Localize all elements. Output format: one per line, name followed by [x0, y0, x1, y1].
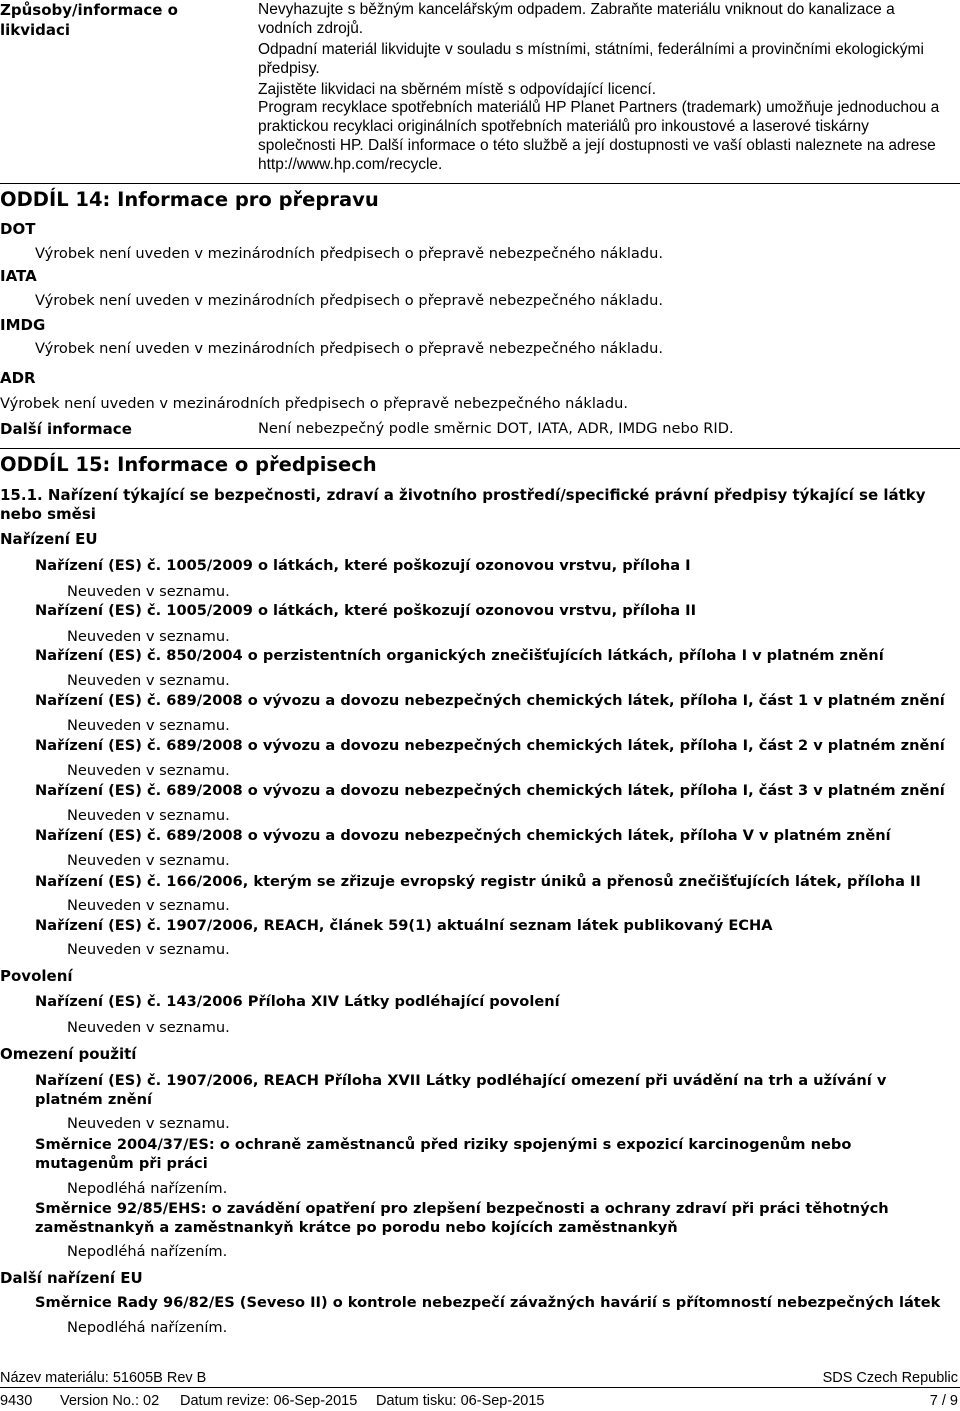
restrictions-label: Omezení použití	[0, 1045, 137, 1063]
section-14-title: ODDÍL 14: Informace pro přepravu	[0, 188, 379, 211]
regulation-status: Neuveden v seznamu.	[67, 941, 230, 958]
footer-version: Version No.: 02	[60, 1393, 160, 1409]
regulation-status: Nepodléhá nařízením.	[67, 1319, 228, 1336]
subsection-15-1: 15.1. Nařízení týkající se bezpečnosti, zdraví a životního prostředí/specifické právní předpisy týkající se látky nebo směsi	[0, 486, 926, 523]
footer-divider	[0, 1387, 960, 1388]
regulation-status: Neuveden v seznamu.	[67, 807, 230, 824]
other-info-label: Další informace	[0, 420, 132, 438]
transport-text-dot: Výrobek není uveden v mezinárodních předpisech o přepravě nebezpečného nákladu.	[35, 245, 663, 262]
regulation-title: Nařízení (ES) č. 850/2004 o perzistentních organických znečišťujících látkách, příloha I v platném znění	[35, 647, 884, 664]
other-eu-regulations-label: Další nařízení EU	[0, 1269, 143, 1287]
regulation-status: Neuveden v seznamu.	[67, 583, 230, 600]
transport-code-adr: ADR	[0, 369, 36, 387]
regulation-status: Neuveden v seznamu.	[67, 1019, 230, 1036]
regulation-title: Nařízení (ES) č. 1005/2009 o látkách, které poškozují ozonovou vrstvu, příloha I	[35, 557, 691, 574]
disposal-line: Zajistěte likvidaci na sběrném místě s odpovídající licencí.	[258, 81, 657, 98]
regulation-title: Nařízení (ES) č. 1005/2009 o látkách, které poškozují ozonovou vrstvu, příloha II	[35, 602, 697, 619]
regulation-status: Neuveden v seznamu.	[67, 717, 230, 734]
regulation-status: Neuveden v seznamu.	[67, 897, 230, 914]
disposal-line: Nevyhazujte s běžným kancelářským odpadem. Zabraňte materiálu vniknout do kanalizace a	[258, 1, 895, 18]
disposal-line: Program recyklace spotřebních materiálů HP Planet Partners (trademark) umožňuje jednoduchou a	[258, 99, 940, 116]
transport-code-dot: DOT	[0, 220, 36, 238]
section-15-title: ODDÍL 15: Informace o předpisech	[0, 453, 377, 476]
regulation-title: Směrnice Rady 96/82/ES (Seveso II) o kontrole nebezpečí závažných havárií s přítomností nebezpečných látek	[35, 1294, 941, 1311]
disposal-line: Odpadní materiál likvidujte v souladu s místními, státními, federálními a provinčními ekologickými	[258, 41, 924, 58]
regulation-title: Směrnice 2004/37/ES: o ochraně zaměstnanců před riziky spojenými s expozicí karcinogenům nebo mutagenům při práci	[35, 1136, 852, 1172]
disposal-line: vodních zdrojů.	[258, 20, 364, 37]
regulation-title: Nařízení (ES) č. 689/2008 o vývozu a dovozu nebezpečných chemických látek, příloha I, část 3 v platném znění	[35, 782, 945, 799]
disposal-label: Způsoby/informace o likvidaci	[0, 1, 178, 39]
regulation-title: Nařízení (ES) č. 689/2008 o vývozu a dovozu nebezpečných chemických látek, příloha I, část 2 v platném znění	[35, 737, 945, 754]
transport-text-iata: Výrobek není uveden v mezinárodních předpisech o přepravě nebezpečného nákladu.	[35, 292, 663, 309]
footer-country: SDS Czech Republic	[822, 1370, 958, 1386]
footer-doc-number: 9430	[0, 1393, 33, 1409]
regulation-title: Nařízení (ES) č. 689/2008 o vývozu a dovozu nebezpečných chemických látek, příloha V v platném znění	[35, 827, 891, 844]
footer-revision-date: Datum revize: 06-Sep-2015	[180, 1393, 358, 1409]
regulation-title: Nařízení (ES) č. 689/2008 o vývozu a dovozu nebezpečných chemických látek, příloha I, část 1 v platném znění	[35, 692, 945, 709]
transport-code-iata: IATA	[0, 267, 37, 285]
disposal-line: společnosti HP. Další informace o této službě a její dostupnosti ve vaší oblasti naleznete na adrese	[258, 137, 936, 154]
section-divider	[0, 183, 960, 184]
eu-regulations-label: Nařízení EU	[0, 530, 98, 548]
disposal-line: http://www.hp.com/recycle.	[258, 156, 443, 173]
regulation-status: Neuveden v seznamu.	[67, 672, 230, 689]
regulation-title: Nařízení (ES) č. 166/2006, kterým se zřizuje evropský registr úniků a přenosů znečišťujících látek, příloha II	[35, 873, 921, 890]
regulation-status: Neuveden v seznamu.	[67, 628, 230, 645]
regulation-title: Směrnice 92/85/EHS: o zavádění opatření pro zlepšení bezpečnosti a ochrany zdraví při práci těhotných zaměstnankyň a zaměstnankyň krátce po porodu nebo kojících zaměstnankyň	[35, 1200, 889, 1236]
section-divider	[0, 448, 960, 449]
transport-text-imdg: Výrobek není uveden v mezinárodních předpisech o přepravě nebezpečného nákladu.	[35, 340, 663, 357]
regulation-title: Nařízení (ES) č. 143/2006 Příloha XIV Látky podléhající povolení	[35, 993, 560, 1010]
authorisation-label: Povolení	[0, 967, 73, 985]
regulation-title: Nařízení (ES) č. 1907/2006, REACH Příloha XVII Látky podléhající omezení při uvádění na trh a užívání v platném znění	[35, 1072, 887, 1108]
footer-material-name: Název materiálu: 51605B Rev B	[0, 1370, 207, 1386]
footer-page-number: 7 / 9	[929, 1393, 958, 1409]
footer-print-date: Datum tisku: 06-Sep-2015	[376, 1393, 545, 1409]
disposal-line: předpisy.	[258, 60, 320, 77]
regulation-status: Neuveden v seznamu.	[67, 762, 230, 779]
regulation-status: Nepodléhá nařízením.	[67, 1243, 228, 1260]
regulation-status: Neuveden v seznamu.	[67, 1115, 230, 1132]
regulation-status: Nepodléhá nařízením.	[67, 1180, 228, 1197]
disposal-line: praktickou recyklaci originálních spotřebních materiálů pro inkoustové a laserové tiskárny	[258, 118, 869, 135]
transport-code-imdg: IMDG	[0, 316, 46, 334]
regulation-title: Nařízení (ES) č. 1907/2006, REACH, článek 59(1) aktuální seznam látek publikovaný ECHA	[35, 917, 773, 934]
other-info-text: Není nebezpečný podle směrnic DOT, IATA, ADR, IMDG nebo RID.	[258, 420, 734, 437]
regulation-status: Neuveden v seznamu.	[67, 852, 230, 869]
transport-text-adr: Výrobek není uveden v mezinárodních předpisech o přepravě nebezpečného nákladu.	[0, 395, 628, 412]
